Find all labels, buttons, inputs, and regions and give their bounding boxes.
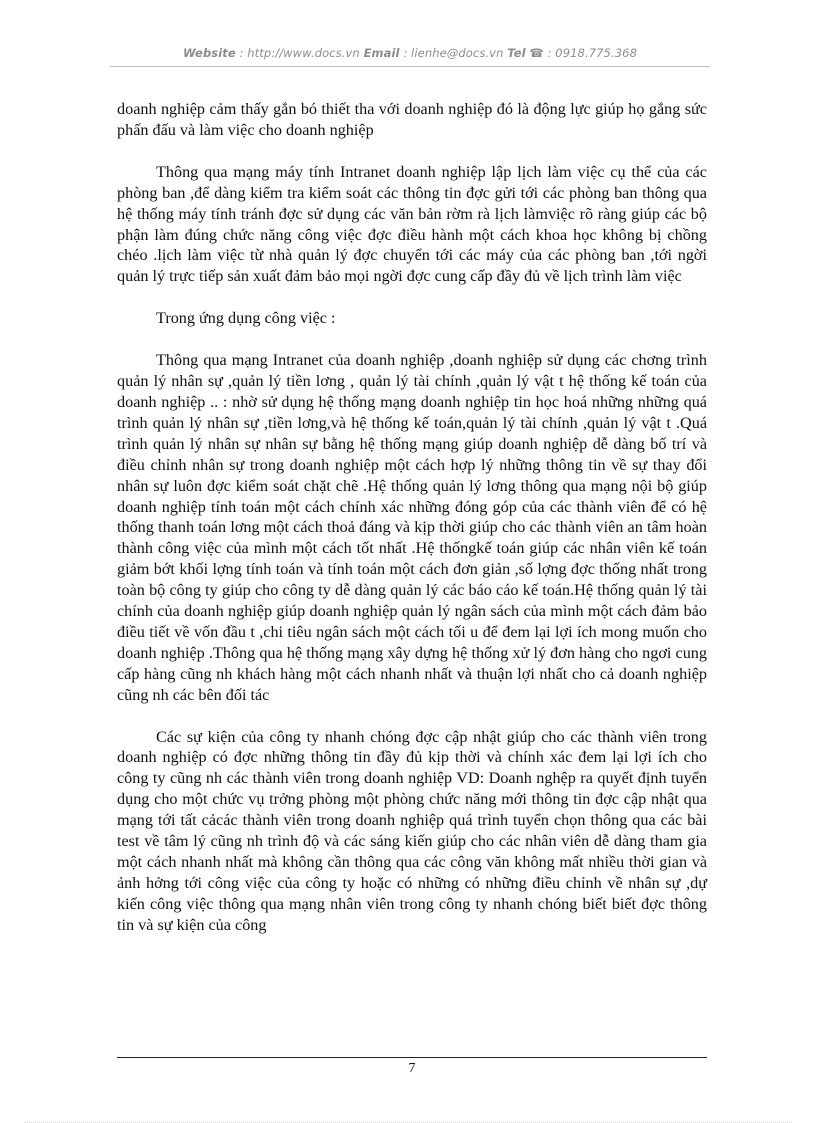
footer-divider bbox=[117, 1057, 707, 1058]
paragraph-management-systems: Thông qua mạng Intranet của doanh nghiệp ,doanh nghiệp sử dụng các chơng trình quản lý nhân sự ,quản lý tiền lơng , quản lý tài chính ,quản lý vật t hệ thống kế toán của doanh nghiệp .. : nhờ sử dụng hệ thống mạng doanh nghiệp tin học hoá những những quá trình quản lý nhân sự ,tiền lơng,và hệ thống kế toán,quản lý tài chính ,quản lý vật t .Quá trình quản lý nhân sự nhân sự bằng hệ thống mạng giúp doanh nghiệp dễ dàng bố trí và điều chỉnh nhân sự trong doanh nghiệp một cách hợp lý những thông tin về sự thay đổi nhân sự luôn đợc kiểm soát chặt chẽ .Hệ thống quản lý lơng thông qua mạng nội bộ giúp doanh nghiệp tính toán một cách chính xác những đóng góp của các thành viên để có hệ thống thanh toán lơng một cách thoả đáng và kịp thời giúp cho các thành viên an tâm hoàn thành công việc của mình một cách tốt nhất .Hệ thốngkế toán giúp các nhân viên kế toán giảm bớt khối lợng tính toán và tính toán một cách đơn giản ,số lợng đợc thống nhất trong toàn bộ công ty giúp cho công ty dễ dàng quản lý các báo cáo kế toán.Hệ thống quản lý tài chính của doanh nghiệp giúp doanh nghiệp quản lý ngân sách của mình một cách đảm bảo điều tiết về vốn đầu t ,chi tiêu ngân sách một cách tối u để đem lại lợi ích mong muốn cho doanh nghiệp .Thông qua hệ thống mạng xây dựng hệ thống xử lý đơn hàng cho ngơi cung cấp hàng cũng nh khách hàng một cách nhanh nhất và thuận lợi nhất cho cả doanh nghiệp cũng nh các bên đối tác bbox=[117, 351, 707, 704]
paragraph-intranet-schedule: Thông qua mạng máy tính Intranet doanh nghiệp lập lịch làm việc cụ thể của các phòng ban ,để dàng kiểm tra kiểm soát các thông tin đợc gửi tới các phòng ban thông qua hệ thống máy tính tránh đợc sử dụng các văn bản rờm rà lịch làmviệc rõ ràng giúp các bộ phận làm đúng chức năng công việc đợc điều hành một cách khoa học không bị chồng chéo .lịch làm việc từ nhà quản lý đợc chuyển tới các máy của các phòng ban ,tới ngời quản lý trực tiếp sản xuất đảm bảo mọi ngời đợc cung cấp đầy đủ về lịch trình làm việc bbox=[117, 162, 707, 286]
website-value: : http://www.docs.vn bbox=[235, 46, 364, 60]
email-value: : lienhe@docs.vn bbox=[399, 46, 508, 60]
page-number: 7 bbox=[408, 1061, 416, 1076]
email-label: Email bbox=[363, 46, 400, 60]
paragraph-continuation: doanh nghiệp cảm thấy gắn bó thiết tha với doanh nghiệp đó là động lực giúp họ gắng sức phấn đấu và làm việc cho doanh nghiệp bbox=[117, 100, 707, 139]
paragraph-subheading: Trong ứng dụng công việc : bbox=[156, 309, 336, 328]
paragraph-company-events: Các sự kiện của công ty nhanh chóng đợc cập nhật giúp cho các thành viên trong doanh nghiệp có đợc những thông tin đầy đủ kịp thời và chính xác đem lại lợi ích cho công ty cũng nh các thành viên trong doanh nghiệp VD: Doanh nghệp ra quyết định tuyển dụng cho một chức vụ trởng phòng một phòng chức năng mới thông tin đợc cập nhật qua mạng tới tất cảcác thành viên trong doanh nghiệp quá trình tuyển chọn thông qua các bài test về tâm lý cũng nh trình độ và các sáng kiến giúp cho các nhân viên dễ dàng tham gia một cách nhanh nhất mà không cần thông qua các công văn không mất nhiều thời gian và ảnh hởng tới công việc của công ty hoặc có những có những điều chỉnh về nhân sự ,dự kiến công việc thông qua mạng nhân viên trong công ty nhanh chóng biết biết đợc thông tin và sự kiện của công bbox=[117, 727, 707, 934]
website-label: Website bbox=[183, 46, 236, 60]
page-header bbox=[110, 46, 710, 60]
header-divider bbox=[110, 66, 710, 67]
tel-label: Tel bbox=[507, 46, 526, 60]
tel-value: ☎ : 0918.775.368 bbox=[525, 46, 637, 60]
document-body bbox=[117, 99, 707, 936]
